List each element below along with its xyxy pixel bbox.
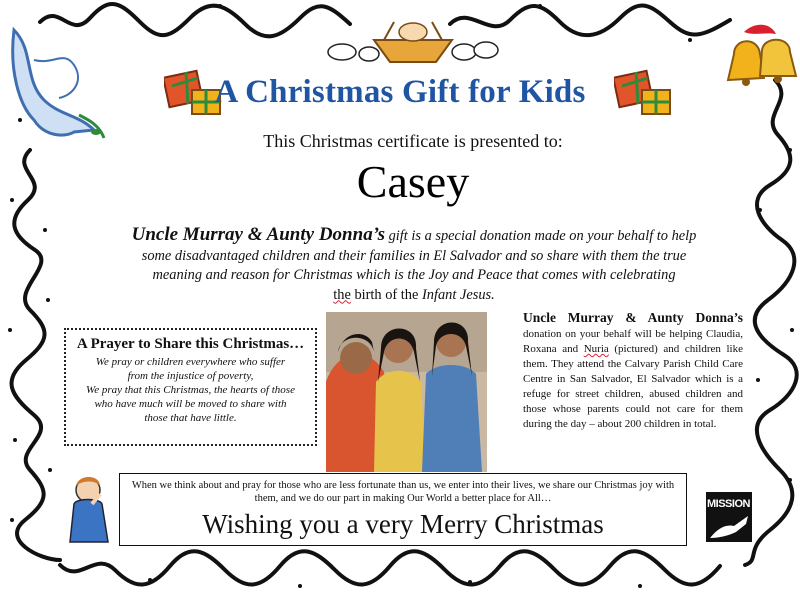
gift-description xyxy=(88,225,740,305)
nativity-icon xyxy=(324,18,502,68)
intro-line-4: birth of the xyxy=(350,286,422,303)
prayer-line: We pray or children everywhere who suffer xyxy=(95,356,286,368)
prayer-line: who have much will be moved to share with xyxy=(94,398,287,410)
intro-line-4-end: Infant Jesus. xyxy=(421,286,495,303)
prayer-text xyxy=(72,355,309,425)
prayer-line: those that have little. xyxy=(144,412,237,424)
praying-child-icon xyxy=(62,474,114,544)
children-photo xyxy=(326,312,487,472)
intro-line-2: some disadvantaged children and their families in El Salvador and so share with them the true xyxy=(141,247,687,264)
merry-christmas-wish: Wishing you a very Merry Christmas xyxy=(202,509,604,539)
mission-logo xyxy=(706,492,752,542)
donation-details xyxy=(523,309,743,432)
hands-icon xyxy=(708,514,750,540)
prayer-line: from the injustice of poverty, xyxy=(127,370,254,382)
donation-givers: Uncle Murray & Aunty Donna’s xyxy=(523,310,743,325)
prayer-title: A Prayer to Share this Christmas… xyxy=(76,336,305,352)
mission-logo-text: MISSION xyxy=(707,498,750,510)
donation-body-1: donation on your behalf will be helping Claudia, Roxana and xyxy=(523,328,743,355)
closing-reflection: When we think about and pray for those who are less fortunate than us, we enter into their lives, we share our Christmas joy with them, and we do our part in making Our World a better place for All… xyxy=(131,480,675,504)
givers-names: Uncle Murray & Aunty Donna’s xyxy=(131,224,385,245)
intro-line-3: meaning and reason for Christmas which is the Joy and Peace that comes with celebrating xyxy=(152,267,676,283)
intro-line-1: gift is a special donation made on your behalf to help xyxy=(385,228,697,244)
certificate-title: A Christmas Gift for Kids xyxy=(214,74,586,110)
donation-body-2: (pictured) and children like them. They attend the Calvary Parish Child Care Centre in San Salvador, El Salvador which is a refuge for street children, abused children and those whose parents could not care for them during the day – about 200 children in total. xyxy=(523,343,743,430)
intro-word-the: the xyxy=(333,286,351,303)
prayer-line: We pray that this Christmas, the hearts of those xyxy=(86,384,295,396)
prayer-box xyxy=(64,328,317,446)
closing-message-box xyxy=(119,473,687,546)
child-name-nuria: Nuria xyxy=(583,343,609,355)
recipient-name: Casey xyxy=(356,156,470,207)
presented-to-line: This Christmas certificate is presented to: xyxy=(263,131,563,151)
